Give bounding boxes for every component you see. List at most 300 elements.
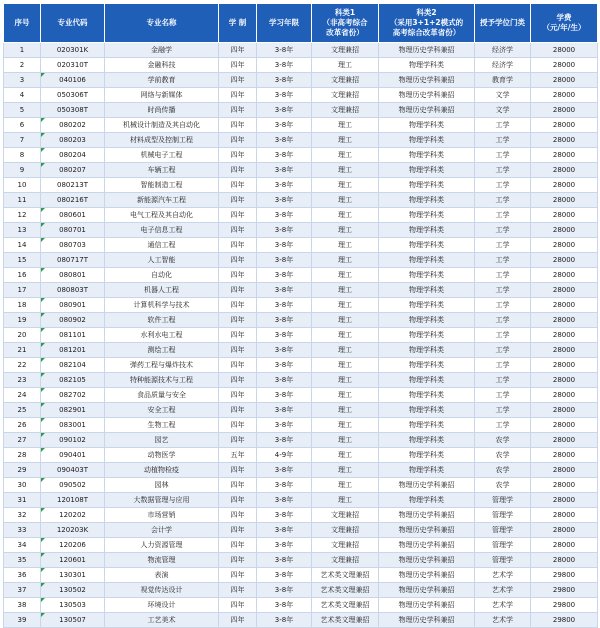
cell-code-text: 040106 bbox=[59, 76, 86, 84]
cell-index: 28 bbox=[4, 448, 41, 463]
cell-category2: 物理历史学科兼招 bbox=[379, 73, 475, 88]
cell-degree: 农学 bbox=[475, 433, 531, 448]
cell-category1: 理工 bbox=[312, 268, 379, 283]
cell-system: 四年 bbox=[219, 538, 257, 553]
cell-index: 26 bbox=[4, 418, 41, 433]
cell-name: 通信工程 bbox=[105, 238, 219, 253]
cell-category2: 物理历史学科兼招 bbox=[379, 88, 475, 103]
cell-comment-marker-icon bbox=[41, 538, 45, 542]
cell-category1: 艺术类文理兼招 bbox=[312, 598, 379, 613]
cell-category2: 物理学科类 bbox=[379, 388, 475, 403]
cell-system: 四年 bbox=[219, 328, 257, 343]
cell-fee: 28000 bbox=[531, 553, 598, 568]
table-row bbox=[4, 493, 598, 508]
cell-code-text: 081201 bbox=[59, 346, 86, 354]
cell-degree: 管理学 bbox=[475, 493, 531, 508]
cell-system: 四年 bbox=[219, 568, 257, 583]
cell-index: 33 bbox=[4, 523, 41, 538]
cell-category2: 物理学科类 bbox=[379, 463, 475, 478]
cell-name: 市场营销 bbox=[105, 508, 219, 523]
cell-degree: 工学 bbox=[475, 238, 531, 253]
cell-years: 3-8年 bbox=[257, 43, 312, 58]
cell-index: 6 bbox=[4, 118, 41, 133]
cell-fee: 28000 bbox=[531, 223, 598, 238]
cell-index: 24 bbox=[4, 388, 41, 403]
table-row bbox=[4, 253, 598, 268]
cell-name: 时尚传播 bbox=[105, 103, 219, 118]
cell-comment-marker-icon bbox=[41, 553, 45, 557]
cell-system: 四年 bbox=[219, 598, 257, 613]
cell-category1: 理工 bbox=[312, 388, 379, 403]
cell-code-text: 080203 bbox=[59, 136, 86, 144]
cell-name: 智能制造工程 bbox=[105, 178, 219, 193]
cell-code bbox=[41, 268, 105, 283]
table-row bbox=[4, 343, 598, 358]
cell-degree: 管理学 bbox=[475, 553, 531, 568]
cell-name: 金融科技 bbox=[105, 58, 219, 73]
cell-index: 37 bbox=[4, 583, 41, 598]
cell-code bbox=[41, 133, 105, 148]
cell-fee: 28000 bbox=[531, 493, 598, 508]
cell-degree: 工学 bbox=[475, 178, 531, 193]
cell-fee: 28000 bbox=[531, 43, 598, 58]
cell-years: 3-8年 bbox=[257, 208, 312, 223]
cell-category2: 物理学科类 bbox=[379, 193, 475, 208]
cell-years: 3-8年 bbox=[257, 238, 312, 253]
cell-category2: 物理学科类 bbox=[379, 418, 475, 433]
cell-code bbox=[41, 358, 105, 373]
cell-name: 机器人工程 bbox=[105, 283, 219, 298]
cell-comment-marker-icon bbox=[41, 508, 45, 512]
cell-index: 3 bbox=[4, 73, 41, 88]
cell-index: 39 bbox=[4, 613, 41, 628]
cell-comment-marker-icon bbox=[41, 298, 45, 302]
cell-code-text: 080202 bbox=[59, 121, 86, 129]
cell-degree: 工学 bbox=[475, 268, 531, 283]
cell-category2: 物理学科类 bbox=[379, 118, 475, 133]
cell-code bbox=[41, 208, 105, 223]
cell-degree: 农学 bbox=[475, 478, 531, 493]
cell-index: 19 bbox=[4, 313, 41, 328]
cell-code-text: 081101 bbox=[59, 331, 86, 339]
cell-system: 四年 bbox=[219, 373, 257, 388]
cell-code-text: 080803T bbox=[57, 286, 88, 294]
cell-code-text: 120206 bbox=[59, 541, 86, 549]
cell-fee: 28000 bbox=[531, 388, 598, 403]
table-row bbox=[4, 148, 598, 163]
cell-system: 四年 bbox=[219, 553, 257, 568]
cell-comment-marker-icon bbox=[41, 208, 45, 212]
cell-years: 3-8年 bbox=[257, 598, 312, 613]
cell-years: 3-8年 bbox=[257, 223, 312, 238]
cell-category1: 文理兼招 bbox=[312, 553, 379, 568]
cell-fee: 28000 bbox=[531, 88, 598, 103]
cell-fee: 28000 bbox=[531, 538, 598, 553]
cell-comment-marker-icon bbox=[41, 478, 45, 482]
cell-index: 4 bbox=[4, 88, 41, 103]
cell-code-text: 020301K bbox=[56, 46, 89, 54]
cell-category1: 理工 bbox=[312, 343, 379, 358]
cell-category2: 物理学科类 bbox=[379, 163, 475, 178]
cell-name: 生物工程 bbox=[105, 418, 219, 433]
cell-years: 3-8年 bbox=[257, 283, 312, 298]
cell-category1: 理工 bbox=[312, 403, 379, 418]
cell-degree: 工学 bbox=[475, 298, 531, 313]
cell-name: 人力资源管理 bbox=[105, 538, 219, 553]
cell-degree: 工学 bbox=[475, 388, 531, 403]
cell-code-text: 080204 bbox=[59, 151, 86, 159]
cell-system: 四年 bbox=[219, 463, 257, 478]
cell-comment-marker-icon bbox=[41, 433, 45, 437]
table-row bbox=[4, 118, 598, 133]
cell-system: 四年 bbox=[219, 508, 257, 523]
cell-code-text: 120108T bbox=[57, 496, 88, 504]
cell-name: 水利水电工程 bbox=[105, 328, 219, 343]
cell-system: 四年 bbox=[219, 523, 257, 538]
cell-code bbox=[41, 313, 105, 328]
cell-code-text: 090502 bbox=[59, 481, 86, 489]
table-row bbox=[4, 403, 598, 418]
cell-system: 五年 bbox=[219, 448, 257, 463]
cell-fee: 29800 bbox=[531, 598, 598, 613]
cell-category2: 物理学科类 bbox=[379, 238, 475, 253]
cell-code bbox=[41, 103, 105, 118]
cell-comment-marker-icon bbox=[41, 133, 45, 137]
cell-degree: 工学 bbox=[475, 358, 531, 373]
cell-category2: 物理历史学科兼招 bbox=[379, 598, 475, 613]
cell-degree: 工学 bbox=[475, 118, 531, 133]
cell-name: 软件工程 bbox=[105, 313, 219, 328]
table-row bbox=[4, 313, 598, 328]
cell-category1: 理工 bbox=[312, 478, 379, 493]
cell-system: 四年 bbox=[219, 388, 257, 403]
cell-category1: 理工 bbox=[312, 133, 379, 148]
cell-system: 四年 bbox=[219, 178, 257, 193]
cell-fee: 28000 bbox=[531, 418, 598, 433]
header-degree: 授予学位门类 bbox=[475, 4, 531, 43]
cell-category1: 理工 bbox=[312, 193, 379, 208]
cell-code bbox=[41, 553, 105, 568]
cell-years: 3-8年 bbox=[257, 343, 312, 358]
cell-name: 自动化 bbox=[105, 268, 219, 283]
cell-comment-marker-icon bbox=[41, 388, 45, 392]
cell-code-text: 130502 bbox=[59, 586, 86, 594]
table-row bbox=[4, 88, 598, 103]
cell-degree: 工学 bbox=[475, 253, 531, 268]
cell-degree: 教育学 bbox=[475, 73, 531, 88]
cell-code-text: 090401 bbox=[59, 451, 86, 459]
cell-fee: 28000 bbox=[531, 448, 598, 463]
cell-category2: 物理学科类 bbox=[379, 433, 475, 448]
cell-years: 3-8年 bbox=[257, 388, 312, 403]
cell-name: 测绘工程 bbox=[105, 343, 219, 358]
cell-fee: 28000 bbox=[531, 133, 598, 148]
table-row bbox=[4, 523, 598, 538]
cell-category2: 物理学科类 bbox=[379, 313, 475, 328]
table-row bbox=[4, 298, 598, 313]
cell-category2: 物理学科类 bbox=[379, 283, 475, 298]
cell-category1: 理工 bbox=[312, 493, 379, 508]
cell-name: 园艺 bbox=[105, 433, 219, 448]
cell-code bbox=[41, 613, 105, 628]
cell-name: 安全工程 bbox=[105, 403, 219, 418]
table-body bbox=[4, 43, 598, 628]
cell-years: 3-8年 bbox=[257, 373, 312, 388]
cell-fee: 28000 bbox=[531, 283, 598, 298]
cell-system: 四年 bbox=[219, 73, 257, 88]
cell-degree: 经济学 bbox=[475, 58, 531, 73]
cell-fee: 28000 bbox=[531, 478, 598, 493]
cell-code bbox=[41, 148, 105, 163]
cell-system: 四年 bbox=[219, 253, 257, 268]
cell-category1: 文理兼招 bbox=[312, 103, 379, 118]
table-row bbox=[4, 433, 598, 448]
cell-system: 四年 bbox=[219, 298, 257, 313]
cell-years: 3-8年 bbox=[257, 538, 312, 553]
cell-category1: 理工 bbox=[312, 118, 379, 133]
cell-category1: 理工 bbox=[312, 328, 379, 343]
cell-index: 36 bbox=[4, 568, 41, 583]
cell-fee: 28000 bbox=[531, 358, 598, 373]
cell-code bbox=[41, 118, 105, 133]
table-row bbox=[4, 388, 598, 403]
cell-code-text: 090403T bbox=[57, 466, 88, 474]
cell-category2: 物理学科类 bbox=[379, 178, 475, 193]
table-row bbox=[4, 373, 598, 388]
cell-name: 特种能源技术与工程 bbox=[105, 373, 219, 388]
cell-category2: 物理历史学科兼招 bbox=[379, 508, 475, 523]
cell-years: 3-8年 bbox=[257, 613, 312, 628]
cell-fee: 28000 bbox=[531, 253, 598, 268]
cell-index: 7 bbox=[4, 133, 41, 148]
cell-name: 金融学 bbox=[105, 43, 219, 58]
cell-system: 四年 bbox=[219, 493, 257, 508]
cell-category1: 理工 bbox=[312, 373, 379, 388]
cell-name: 新能源汽车工程 bbox=[105, 193, 219, 208]
cell-degree: 艺术学 bbox=[475, 613, 531, 628]
cell-code-text: 082901 bbox=[59, 406, 86, 414]
cell-index: 10 bbox=[4, 178, 41, 193]
cell-code bbox=[41, 58, 105, 73]
cell-category1: 理工 bbox=[312, 208, 379, 223]
cell-code-text: 080213T bbox=[57, 181, 88, 189]
cell-category2: 物理学科类 bbox=[379, 403, 475, 418]
cell-degree: 工学 bbox=[475, 223, 531, 238]
cell-system: 四年 bbox=[219, 148, 257, 163]
cell-degree: 工学 bbox=[475, 193, 531, 208]
cell-degree: 工学 bbox=[475, 163, 531, 178]
cell-index: 38 bbox=[4, 598, 41, 613]
cell-index: 17 bbox=[4, 283, 41, 298]
cell-code bbox=[41, 43, 105, 58]
cell-index: 2 bbox=[4, 58, 41, 73]
cell-years: 3-8年 bbox=[257, 463, 312, 478]
cell-category2: 物理学科类 bbox=[379, 343, 475, 358]
cell-system: 四年 bbox=[219, 418, 257, 433]
cell-years: 3-8年 bbox=[257, 73, 312, 88]
cell-years: 3-8年 bbox=[257, 433, 312, 448]
cell-code bbox=[41, 298, 105, 313]
cell-degree: 工学 bbox=[475, 403, 531, 418]
cell-code bbox=[41, 253, 105, 268]
cell-years: 3-8年 bbox=[257, 403, 312, 418]
cell-code-text: 080902 bbox=[59, 316, 86, 324]
cell-years: 3-8年 bbox=[257, 118, 312, 133]
cell-category1: 文理兼招 bbox=[312, 73, 379, 88]
cell-years: 3-8年 bbox=[257, 58, 312, 73]
cell-system: 四年 bbox=[219, 358, 257, 373]
cell-system: 四年 bbox=[219, 433, 257, 448]
cell-code-text: 080701 bbox=[59, 226, 86, 234]
cell-comment-marker-icon bbox=[41, 148, 45, 152]
cell-index: 29 bbox=[4, 463, 41, 478]
cell-name: 大数据管理与应用 bbox=[105, 493, 219, 508]
cell-name: 材料成型及控制工程 bbox=[105, 133, 219, 148]
cell-degree: 工学 bbox=[475, 418, 531, 433]
cell-name: 工艺美术 bbox=[105, 613, 219, 628]
table-row bbox=[4, 193, 598, 208]
cell-name: 人工智能 bbox=[105, 253, 219, 268]
cell-category1: 艺术类文理兼招 bbox=[312, 568, 379, 583]
cell-years: 3-8年 bbox=[257, 178, 312, 193]
cell-index: 1 bbox=[4, 43, 41, 58]
cell-system: 四年 bbox=[219, 478, 257, 493]
cell-system: 四年 bbox=[219, 223, 257, 238]
cell-fee: 28000 bbox=[531, 463, 598, 478]
cell-category1: 文理兼招 bbox=[312, 508, 379, 523]
cell-years: 3-8年 bbox=[257, 298, 312, 313]
cell-category2: 物理学科类 bbox=[379, 223, 475, 238]
cell-category2: 物理学科类 bbox=[379, 448, 475, 463]
cell-code-text: 083001 bbox=[59, 421, 86, 429]
table-row bbox=[4, 568, 598, 583]
cell-index: 34 bbox=[4, 538, 41, 553]
cell-system: 四年 bbox=[219, 403, 257, 418]
cell-index: 30 bbox=[4, 478, 41, 493]
table-row bbox=[4, 73, 598, 88]
cell-degree: 文学 bbox=[475, 88, 531, 103]
cell-code bbox=[41, 493, 105, 508]
cell-code-text: 080717T bbox=[57, 256, 88, 264]
cell-system: 四年 bbox=[219, 163, 257, 178]
cell-fee: 28000 bbox=[531, 268, 598, 283]
cell-degree: 管理学 bbox=[475, 523, 531, 538]
cell-system: 四年 bbox=[219, 268, 257, 283]
cell-code bbox=[41, 523, 105, 538]
cell-category1: 文理兼招 bbox=[312, 538, 379, 553]
cell-code bbox=[41, 283, 105, 298]
cell-index: 27 bbox=[4, 433, 41, 448]
cell-degree: 艺术学 bbox=[475, 598, 531, 613]
cell-code bbox=[41, 88, 105, 103]
cell-category2: 物理学科类 bbox=[379, 58, 475, 73]
cell-comment-marker-icon bbox=[41, 163, 45, 167]
table-row bbox=[4, 103, 598, 118]
table-row bbox=[4, 208, 598, 223]
cell-years: 3-8年 bbox=[257, 133, 312, 148]
cell-code bbox=[41, 238, 105, 253]
cell-degree: 管理学 bbox=[475, 508, 531, 523]
cell-category1: 理工 bbox=[312, 463, 379, 478]
cell-code-text: 090102 bbox=[59, 436, 86, 444]
table-row bbox=[4, 463, 598, 478]
cell-years: 4-9年 bbox=[257, 448, 312, 463]
cell-system: 四年 bbox=[219, 613, 257, 628]
cell-index: 5 bbox=[4, 103, 41, 118]
table-row bbox=[4, 583, 598, 598]
cell-index: 25 bbox=[4, 403, 41, 418]
cell-degree: 艺术学 bbox=[475, 568, 531, 583]
cell-fee: 28000 bbox=[531, 193, 598, 208]
table-row bbox=[4, 58, 598, 73]
cell-degree: 文学 bbox=[475, 103, 531, 118]
cell-code bbox=[41, 418, 105, 433]
cell-degree: 管理学 bbox=[475, 538, 531, 553]
cell-code bbox=[41, 193, 105, 208]
cell-name: 学前教育 bbox=[105, 73, 219, 88]
cell-comment-marker-icon bbox=[41, 118, 45, 122]
cell-years: 3-8年 bbox=[257, 103, 312, 118]
cell-fee: 28000 bbox=[531, 298, 598, 313]
cell-category1: 艺术类文理兼招 bbox=[312, 613, 379, 628]
cell-category2: 物理学科类 bbox=[379, 358, 475, 373]
cell-code-text: 130301 bbox=[59, 571, 86, 579]
cell-years: 3-8年 bbox=[257, 523, 312, 538]
cell-category1: 理工 bbox=[312, 283, 379, 298]
header-code: 专业代码 bbox=[41, 4, 105, 43]
cell-system: 四年 bbox=[219, 43, 257, 58]
cell-index: 12 bbox=[4, 208, 41, 223]
cell-category1: 理工 bbox=[312, 178, 379, 193]
cell-category1: 理工 bbox=[312, 358, 379, 373]
cell-name: 机械电子工程 bbox=[105, 148, 219, 163]
cell-category1: 理工 bbox=[312, 58, 379, 73]
cell-degree: 经济学 bbox=[475, 43, 531, 58]
cell-fee: 29800 bbox=[531, 583, 598, 598]
cell-index: 21 bbox=[4, 343, 41, 358]
cell-category2: 物理历史学科兼招 bbox=[379, 103, 475, 118]
cell-system: 四年 bbox=[219, 58, 257, 73]
cell-comment-marker-icon bbox=[41, 598, 45, 602]
cell-index: 15 bbox=[4, 253, 41, 268]
cell-system: 四年 bbox=[219, 133, 257, 148]
cell-category2: 物理历史学科兼招 bbox=[379, 478, 475, 493]
cell-fee: 28000 bbox=[531, 328, 598, 343]
cell-index: 13 bbox=[4, 223, 41, 238]
cell-code-text: 080216T bbox=[57, 196, 88, 204]
cell-name: 车辆工程 bbox=[105, 163, 219, 178]
cell-code bbox=[41, 478, 105, 493]
cell-code-text: 120601 bbox=[59, 556, 86, 564]
cell-name: 食品质量与安全 bbox=[105, 388, 219, 403]
cell-code bbox=[41, 388, 105, 403]
cell-degree: 农学 bbox=[475, 463, 531, 478]
header-system: 学 制 bbox=[219, 4, 257, 43]
cell-comment-marker-icon bbox=[41, 448, 45, 452]
cell-index: 8 bbox=[4, 148, 41, 163]
cell-category1: 艺术类文理兼招 bbox=[312, 583, 379, 598]
cell-system: 四年 bbox=[219, 193, 257, 208]
cell-index: 18 bbox=[4, 298, 41, 313]
cell-index: 9 bbox=[4, 163, 41, 178]
cell-category1: 理工 bbox=[312, 418, 379, 433]
cell-years: 3-8年 bbox=[257, 583, 312, 598]
cell-code-text: 020310T bbox=[57, 61, 88, 69]
cell-system: 四年 bbox=[219, 238, 257, 253]
cell-category2: 物理学科类 bbox=[379, 208, 475, 223]
cell-category2: 物理学科类 bbox=[379, 253, 475, 268]
cell-index: 32 bbox=[4, 508, 41, 523]
